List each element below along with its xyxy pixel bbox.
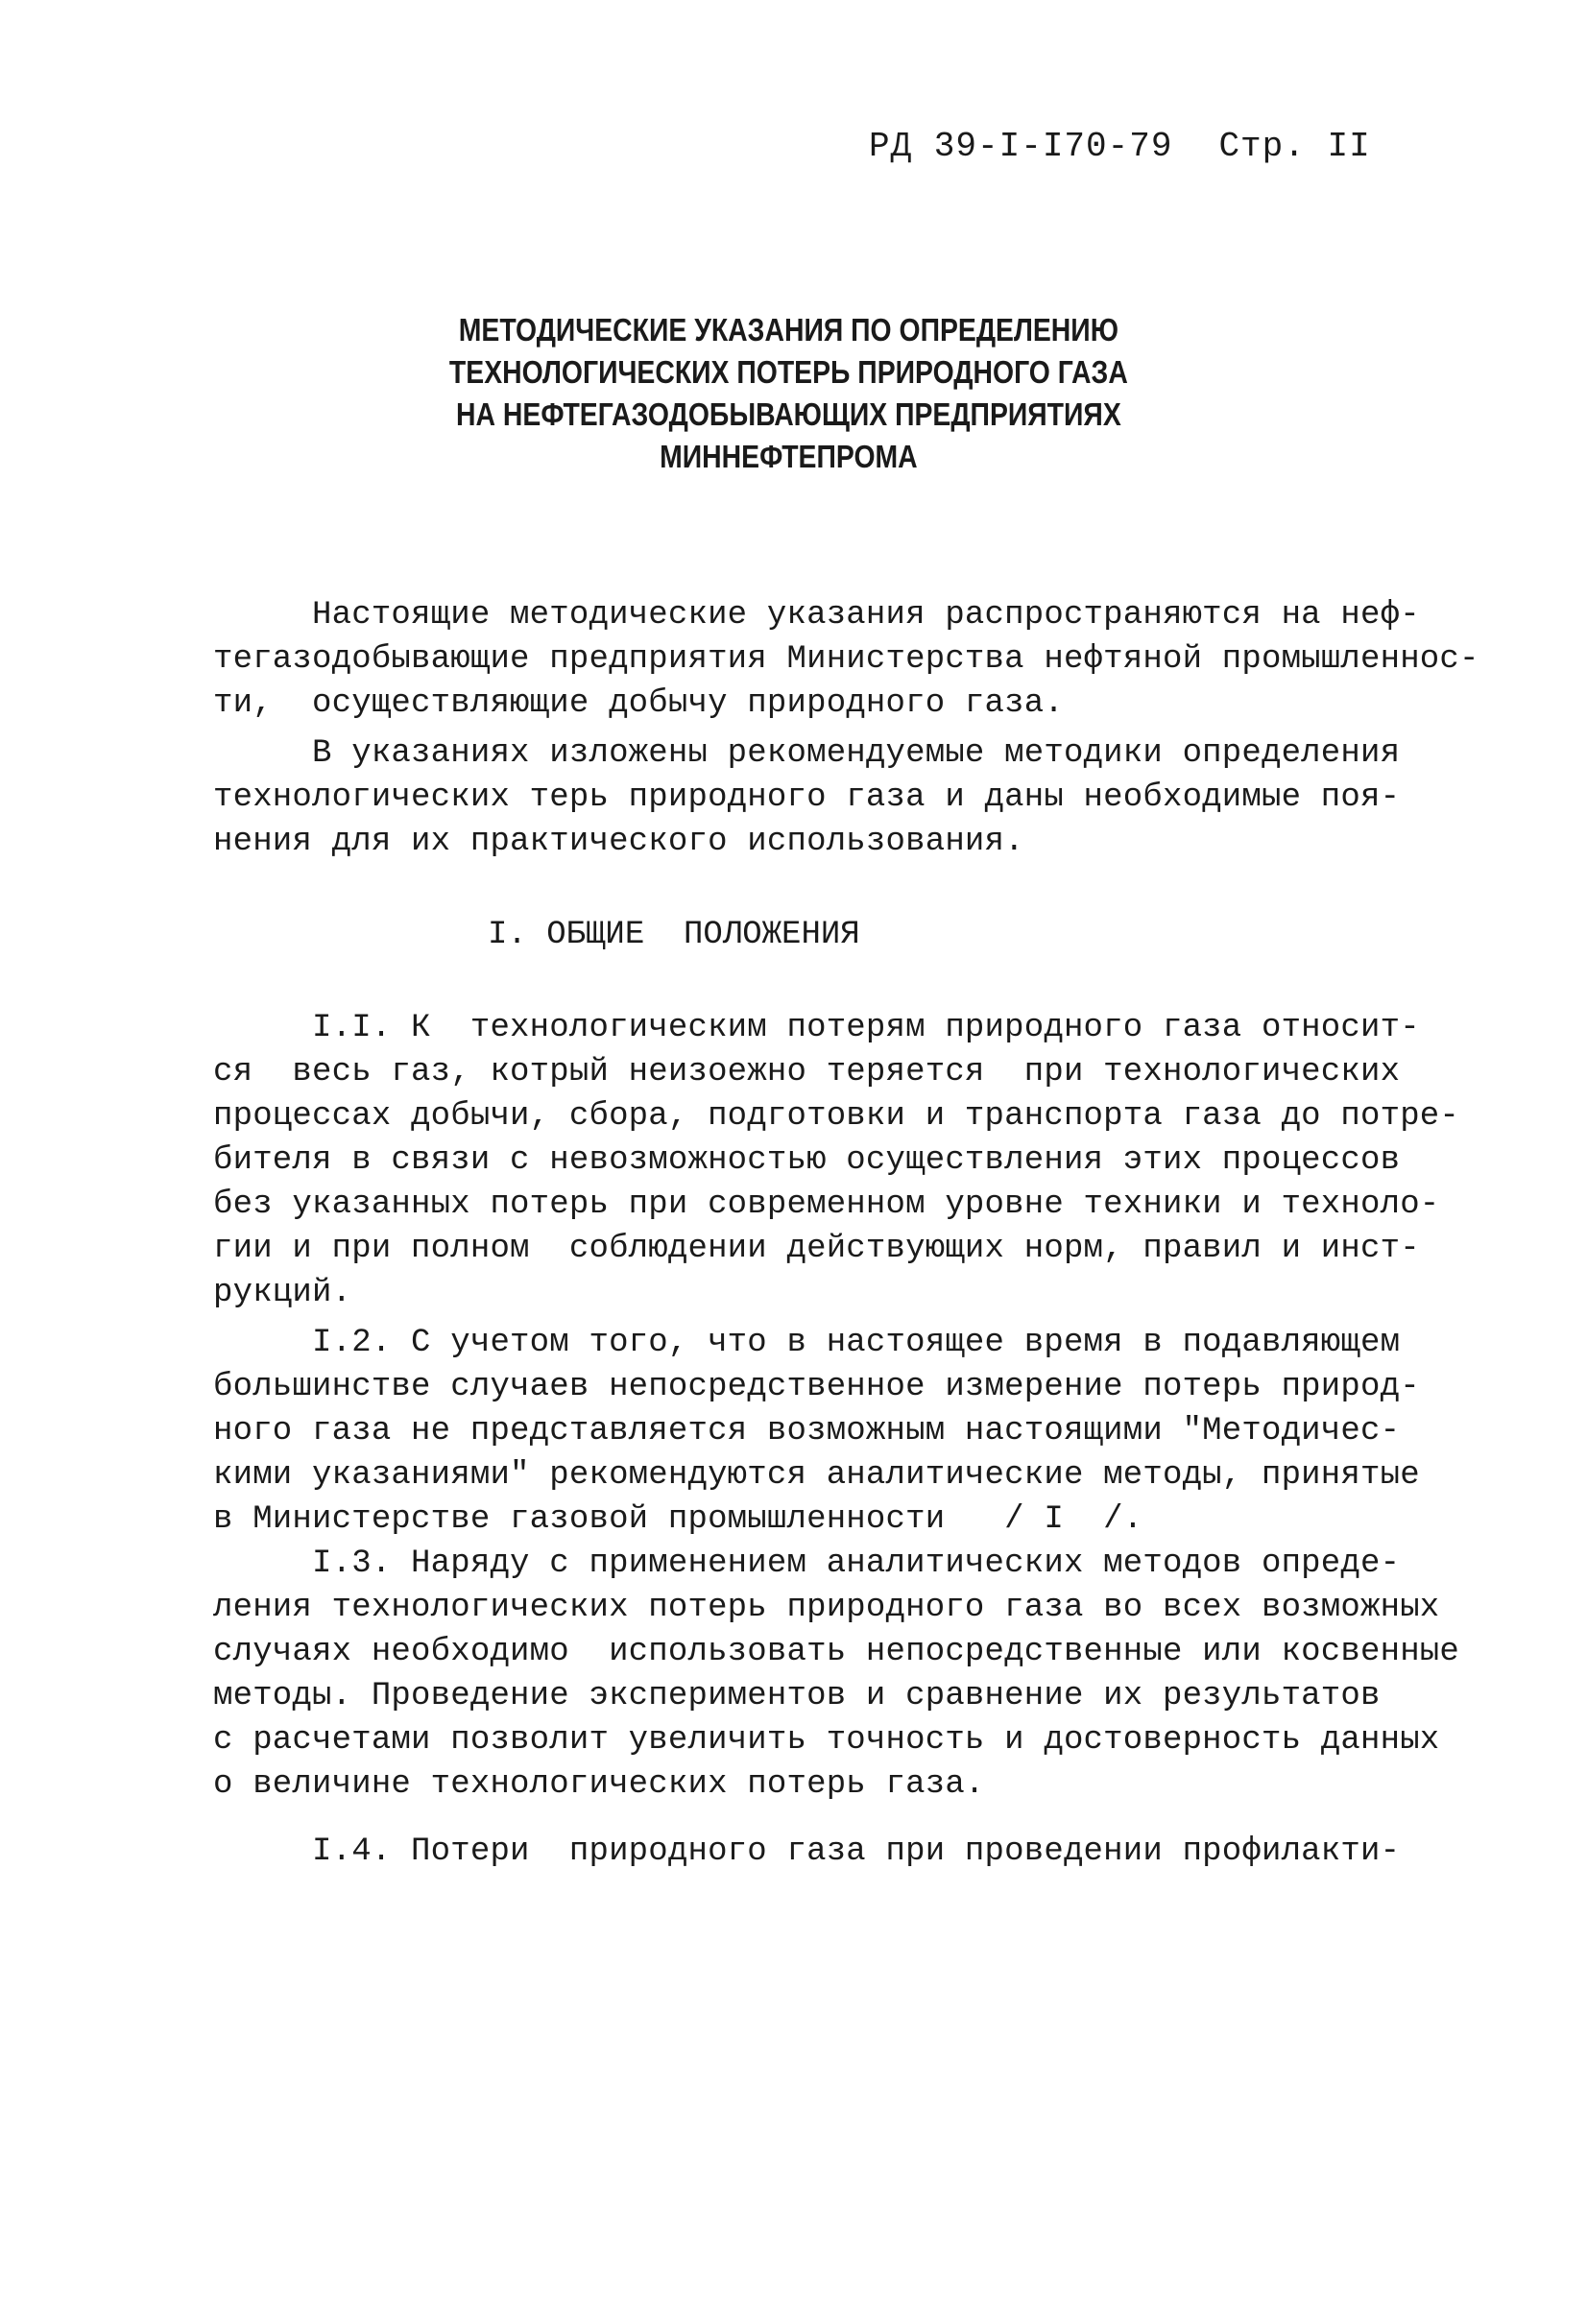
intro-line: ти, осуществляющие добычу природного газа. [213,685,1064,722]
paragraph-1-2-line: кими указаниями" рекомендуются аналитические методы, принятые [213,1457,1420,1494]
paragraph-1-3-line: с расчетами позволит увеличить точность и достоверность данных [213,1722,1440,1759]
paragraph-1-4-line: I.4. Потери природного газа при проведении профилакти- [213,1833,1401,1870]
paragraph-1-1-line: без указанных потерь при современном уровне техники и техноло- [213,1186,1440,1223]
paragraph-1-3-line: методы. Проведение экспериментов и сравнение их результатов [213,1678,1381,1714]
paragraph-1-1-line: бителя в связи с невозможностью осуществления этих процессов [213,1142,1401,1179]
document-code: РД 39-I-I70-79 [869,127,1173,166]
paragraph-1-1-line: гии и при полном соблюдении действующих норм, правил и инст- [213,1231,1420,1267]
title-line: ТЕХНОЛОГИЧЕСКИХ ПОТЕРЬ ПРИРОДНОГО ГАЗА [448,354,1128,390]
title-line: НА НЕФТЕГАЗОДОБЫВАЮЩИХ ПРЕДПРИЯТИЯХ [456,396,1121,432]
paragraph-1-1-line: I.I. К технологическим потерям природного газа относит- [213,1010,1420,1046]
paragraph-1-3-line: случаях необходимо использовать непосредственные или косвенные [213,1634,1460,1670]
paragraph-1-2-line: ного газа не представляется возможным настоящими "Методичес- [213,1413,1401,1450]
intro-line: технологических терь природного газа и даны необходимые поя- [213,779,1401,816]
title-line: МИННЕФТЕПРОМА [660,439,918,474]
intro-line: Настоящие методические указания распространяются на неф- [213,597,1420,634]
paragraph-1-3-line: о величине технологических потерь газа. [213,1766,985,1803]
paragraph-1-3-line: I.3. Наряду с применением аналитических методов опреде- [213,1545,1401,1582]
page-number: Стр. II [1218,127,1371,166]
document-title [107,309,1472,478]
section-heading: I. ОБЩИЕ ПОЛОЖЕНИЯ [488,917,860,953]
page-header [869,127,1371,166]
paragraph-1-1-line: процессах добычи, сбора, подготовки и транспорта газа до потре- [213,1098,1460,1135]
paragraph-1-1-line: рукций. [213,1275,352,1311]
intro-line: В указаниях изложены рекомендуемые методики определения [213,735,1401,772]
intro-line: нения для их практического использования. [213,824,1024,860]
title-line: МЕТОДИЧЕСКИЕ УКАЗАНИЯ ПО ОПРЕДЕЛЕНИЮ [458,312,1118,347]
paragraph-1-2-line: I.2. С учетом того, что в настоящее время в подавляющем [213,1325,1401,1361]
paragraph-1-1-line: ся весь газ, котрый неизоежно теряется при технологических [213,1054,1401,1090]
intro-line: тегазодобывающие предприятия Министерства нефтяной промышленнос- [213,641,1479,678]
paragraph-1-2-line: большинстве случаев непосредственное измерение потерь природ- [213,1369,1420,1405]
paragraph-1-2-line: в Министерстве газовой промышленности / I /. [213,1501,1143,1538]
paragraph-1-3-line: ления технологических потерь природного газа во всех возможных [213,1590,1440,1626]
